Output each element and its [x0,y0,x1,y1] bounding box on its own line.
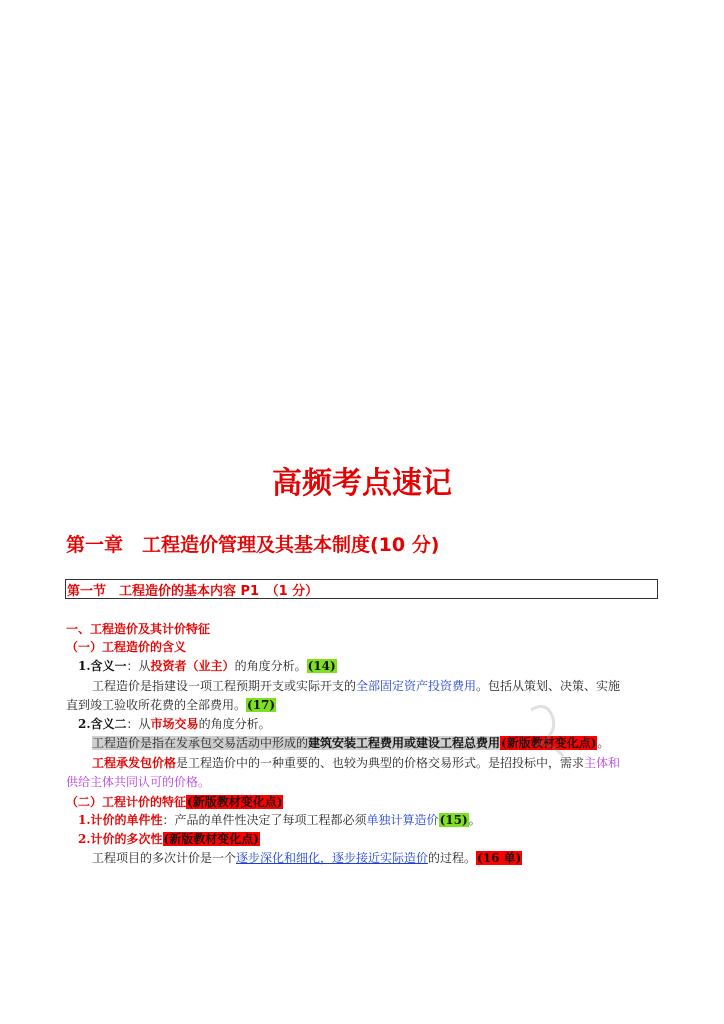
feature-two-desc [92,849,522,867]
feature-one [78,811,481,829]
meaning-one-desc-line2 [66,696,276,714]
feature-one-text: ：产品的单件性决定了每项工程都必须 [162,813,367,827]
contract-price-text: 是工程造价中的一种重要的、也较为典型的价格交易形式。是招投标中，需求 [176,756,585,770]
desc1-key: 全部固定资产投资费用 [356,679,477,693]
meaning-one-tag: (14) [307,659,336,673]
feature-one-tag: (15) [439,813,468,827]
feature-two [78,830,260,848]
meaning-one-desc-line1 [92,677,620,695]
subheading-features [66,793,283,811]
meaning-two [78,715,271,733]
desc1-text-a: 工程造价是指建设一项工程预期开支或实际开支的 [92,679,357,693]
contract-price-purple: 主体和 [584,756,621,770]
meaning-one-colon: ：从 [126,659,151,673]
meaning-two-rest: 的角度分析。 [198,717,271,731]
features-tag: (新版教材变化点) [187,795,283,809]
contract-price-line2: 供给主体共同认可的价格。 [66,775,211,789]
chapter-heading: 第一章 工程造价管理及其基本制度(10 分) [66,534,440,556]
desc2-text-a: 工程造价是指在发承包交易活动中形成的 [92,736,309,750]
meaning-one-key: 投资者（业主） [150,659,235,673]
feature-two-tag: (新版教材变化点) [163,832,259,846]
desc1-text-b: 。包括从策划、决策、实施 [476,679,621,693]
feature-two-tag2: (16 单) [477,851,522,865]
feature-two-label: 2.计价的多次性 [78,832,163,846]
desc2-key: 建筑安装工程费用或建设工程总费用 [308,736,501,750]
feature-one-key: 单独计算造价 [366,813,439,827]
meaning-one-rest: 的角度分析。 [234,659,307,673]
meaning-one-label: 1.含义一 [78,659,127,673]
desc1-tag: (17) [247,698,276,712]
section-heading: 第一节 工程造价的基本内容 P1 （1 分） [67,584,319,599]
meaning-one [78,657,337,675]
desc2-tag: (新版教材变化点) [501,736,597,750]
desc1-line2: 直到竣工验收所花费的全部费用。 [66,698,247,712]
feature-two-key: 逐步深化和细化，逐步接近实际造价 [236,851,429,865]
meaning-two-label: 2.含义二 [78,717,127,731]
subheading-meaning: （一）工程造价的含义 [66,640,187,654]
feature-one-end: 。 [468,813,481,827]
desc2-end: 。 [597,736,610,750]
meaning-two-colon: ：从 [126,717,151,731]
document-title: 高频考点速记 [272,466,452,501]
feature-two-text-a: 工程项目的多次计价是一个 [92,851,237,865]
meaning-two-key: 市场交易 [150,717,199,731]
watermark-icon [523,700,569,760]
heading-level-1: 一、工程造价及其计价特征 [66,622,211,636]
features-heading: （二）工程计价的特征 [66,795,187,809]
contract-price-key: 工程承发包价格 [92,756,177,770]
feature-two-text-b: 的过程。 [428,851,477,865]
feature-one-label: 1.计价的单件性 [78,813,163,827]
